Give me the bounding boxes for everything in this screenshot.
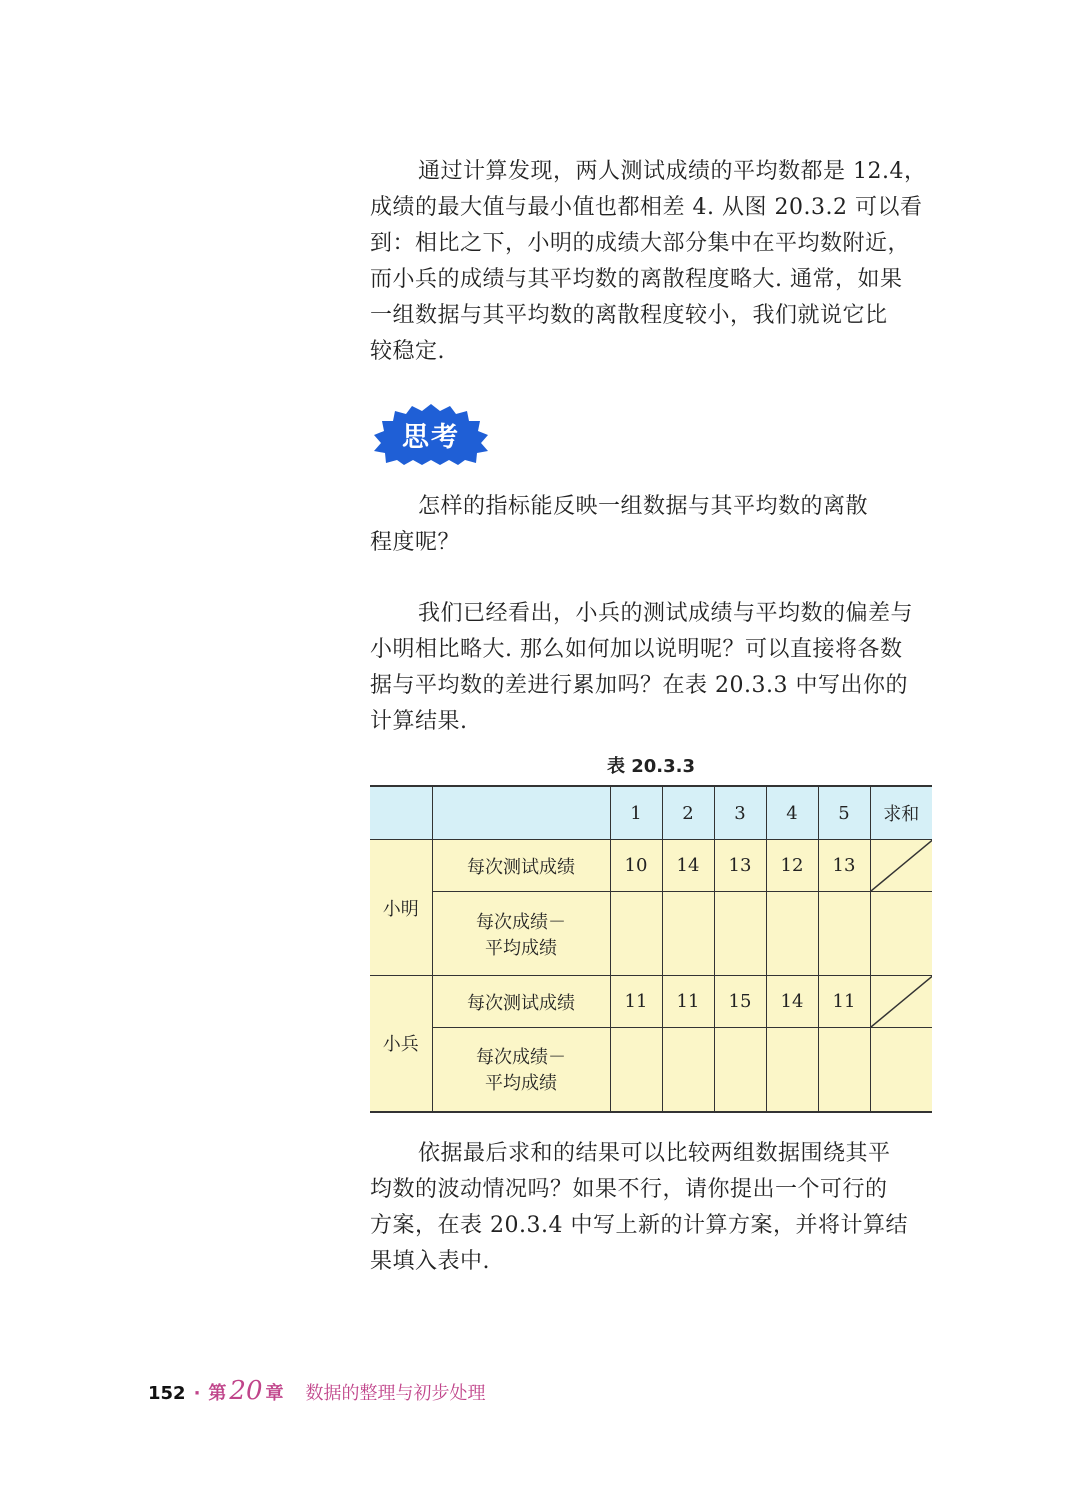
paragraph-question: [370, 489, 940, 561]
header-cell-empty: [370, 786, 432, 840]
think-badge-label: 思考: [402, 421, 460, 453]
page-number: 152: [148, 1383, 186, 1404]
score-cell: 11: [818, 976, 870, 1028]
table-row: [370, 840, 932, 892]
chapter-prefix: 第: [208, 1383, 227, 1404]
score-cell: 15: [714, 976, 766, 1028]
score-cell: 12: [766, 840, 818, 892]
sum-cell-na: [870, 840, 932, 892]
blank-cell: [714, 892, 766, 976]
header-cell-empty: [432, 786, 610, 840]
table-header-row: [370, 786, 932, 840]
score-cell: 11: [662, 976, 714, 1028]
score-cell: 14: [766, 976, 818, 1028]
score-cell: 13: [714, 840, 766, 892]
score-table: [370, 785, 932, 1113]
chapter-title: 数据的整理与初步处理: [305, 1383, 486, 1404]
blank-cell: [818, 1028, 870, 1112]
blank-cell: [714, 1028, 766, 1112]
paragraph-proposal: [370, 1136, 940, 1280]
text-line: 到：相比之下，小明的成绩大部分集中在平均数附近，: [370, 231, 911, 256]
page-footer: [148, 1376, 486, 1412]
diagonal-slash-icon: [871, 976, 933, 1027]
diagonal-slash-icon: [871, 840, 933, 891]
header-cell-sum: 求和: [870, 786, 932, 840]
blank-cell: [610, 1028, 662, 1112]
header-cell: 2: [662, 786, 714, 840]
paragraph-deviation: [370, 596, 940, 740]
text-line: 方案，在表 20.3.4 中写上新的计算方案，并将计算结: [370, 1213, 908, 1238]
row-label-line: 平均成绩: [485, 937, 557, 959]
header-cell: 4: [766, 786, 818, 840]
score-cell: 10: [610, 840, 662, 892]
text-line: 小明相比略大. 那么如何加以说明呢？可以直接将各数: [370, 637, 903, 662]
score-cell: 11: [610, 976, 662, 1028]
header-cell: 3: [714, 786, 766, 840]
row-label: 每次测试成绩: [432, 840, 610, 892]
header-cell: 1: [610, 786, 662, 840]
table-row: [370, 976, 932, 1028]
text-line: 一组数据与其平均数的离散程度较小，我们就说它比: [370, 303, 888, 328]
blank-cell: [766, 1028, 818, 1112]
text-line: 成绩的最大值与最小值也都相差 4. 从图 20.3.2 可以看: [370, 195, 923, 220]
text-line: 依据最后求和的结果可以比较两组数据围绕其平: [418, 1141, 891, 1166]
row-label: 每次测试成绩: [432, 976, 610, 1028]
blank-cell: [610, 892, 662, 976]
table-title: 表 20.3.3: [606, 756, 696, 777]
score-cell: 13: [818, 840, 870, 892]
blank-cell: [766, 892, 818, 976]
table-row: [370, 892, 932, 976]
text-line: 计算结果.: [370, 709, 468, 734]
group-label-xiaoming: 小明: [370, 840, 432, 976]
footer-separator: ·: [193, 1383, 201, 1404]
table-row: [370, 1028, 932, 1112]
text-line: 据与平均数的差进行累加吗？在表 20.3.3 中写出你的: [370, 673, 908, 698]
row-label: [432, 1028, 610, 1112]
group-label-xiaobing: 小兵: [370, 976, 432, 1112]
blank-cell: [662, 1028, 714, 1112]
blank-cell: [870, 892, 932, 976]
row-label-line: 平均成绩: [485, 1073, 557, 1095]
text-line: 较稳定.: [370, 339, 445, 364]
chapter-number: 20: [229, 1376, 263, 1406]
text-line: 而小兵的成绩与其平均数的离散程度略大. 通常，如果: [370, 267, 903, 292]
text-line: 通过计算发现，两人测试成绩的平均数都是 12.4，: [418, 159, 927, 184]
text-line: 果填入表中.: [370, 1249, 490, 1274]
text-line: 我们已经看出，小兵的测试成绩与平均数的偏差与: [418, 601, 914, 626]
paragraph-stability: [370, 154, 940, 370]
text-line: 怎样的指标能反映一组数据与其平均数的离散: [418, 494, 869, 519]
text-line: 均数的波动情况吗？如果不行，请你提出一个可行的: [370, 1177, 888, 1202]
sum-cell-na: [870, 976, 932, 1028]
chapter-label: [208, 1376, 283, 1406]
row-label: [432, 892, 610, 976]
row-label-line: 每次成绩－: [476, 911, 566, 933]
text-line: 程度呢？: [370, 530, 461, 555]
blank-cell: [870, 1028, 932, 1112]
chapter-suffix: 章: [265, 1383, 284, 1404]
blank-cell: [818, 892, 870, 976]
header-cell: 5: [818, 786, 870, 840]
blank-cell: [662, 892, 714, 976]
row-label-line: 每次成绩－: [476, 1047, 566, 1069]
score-cell: 14: [662, 840, 714, 892]
